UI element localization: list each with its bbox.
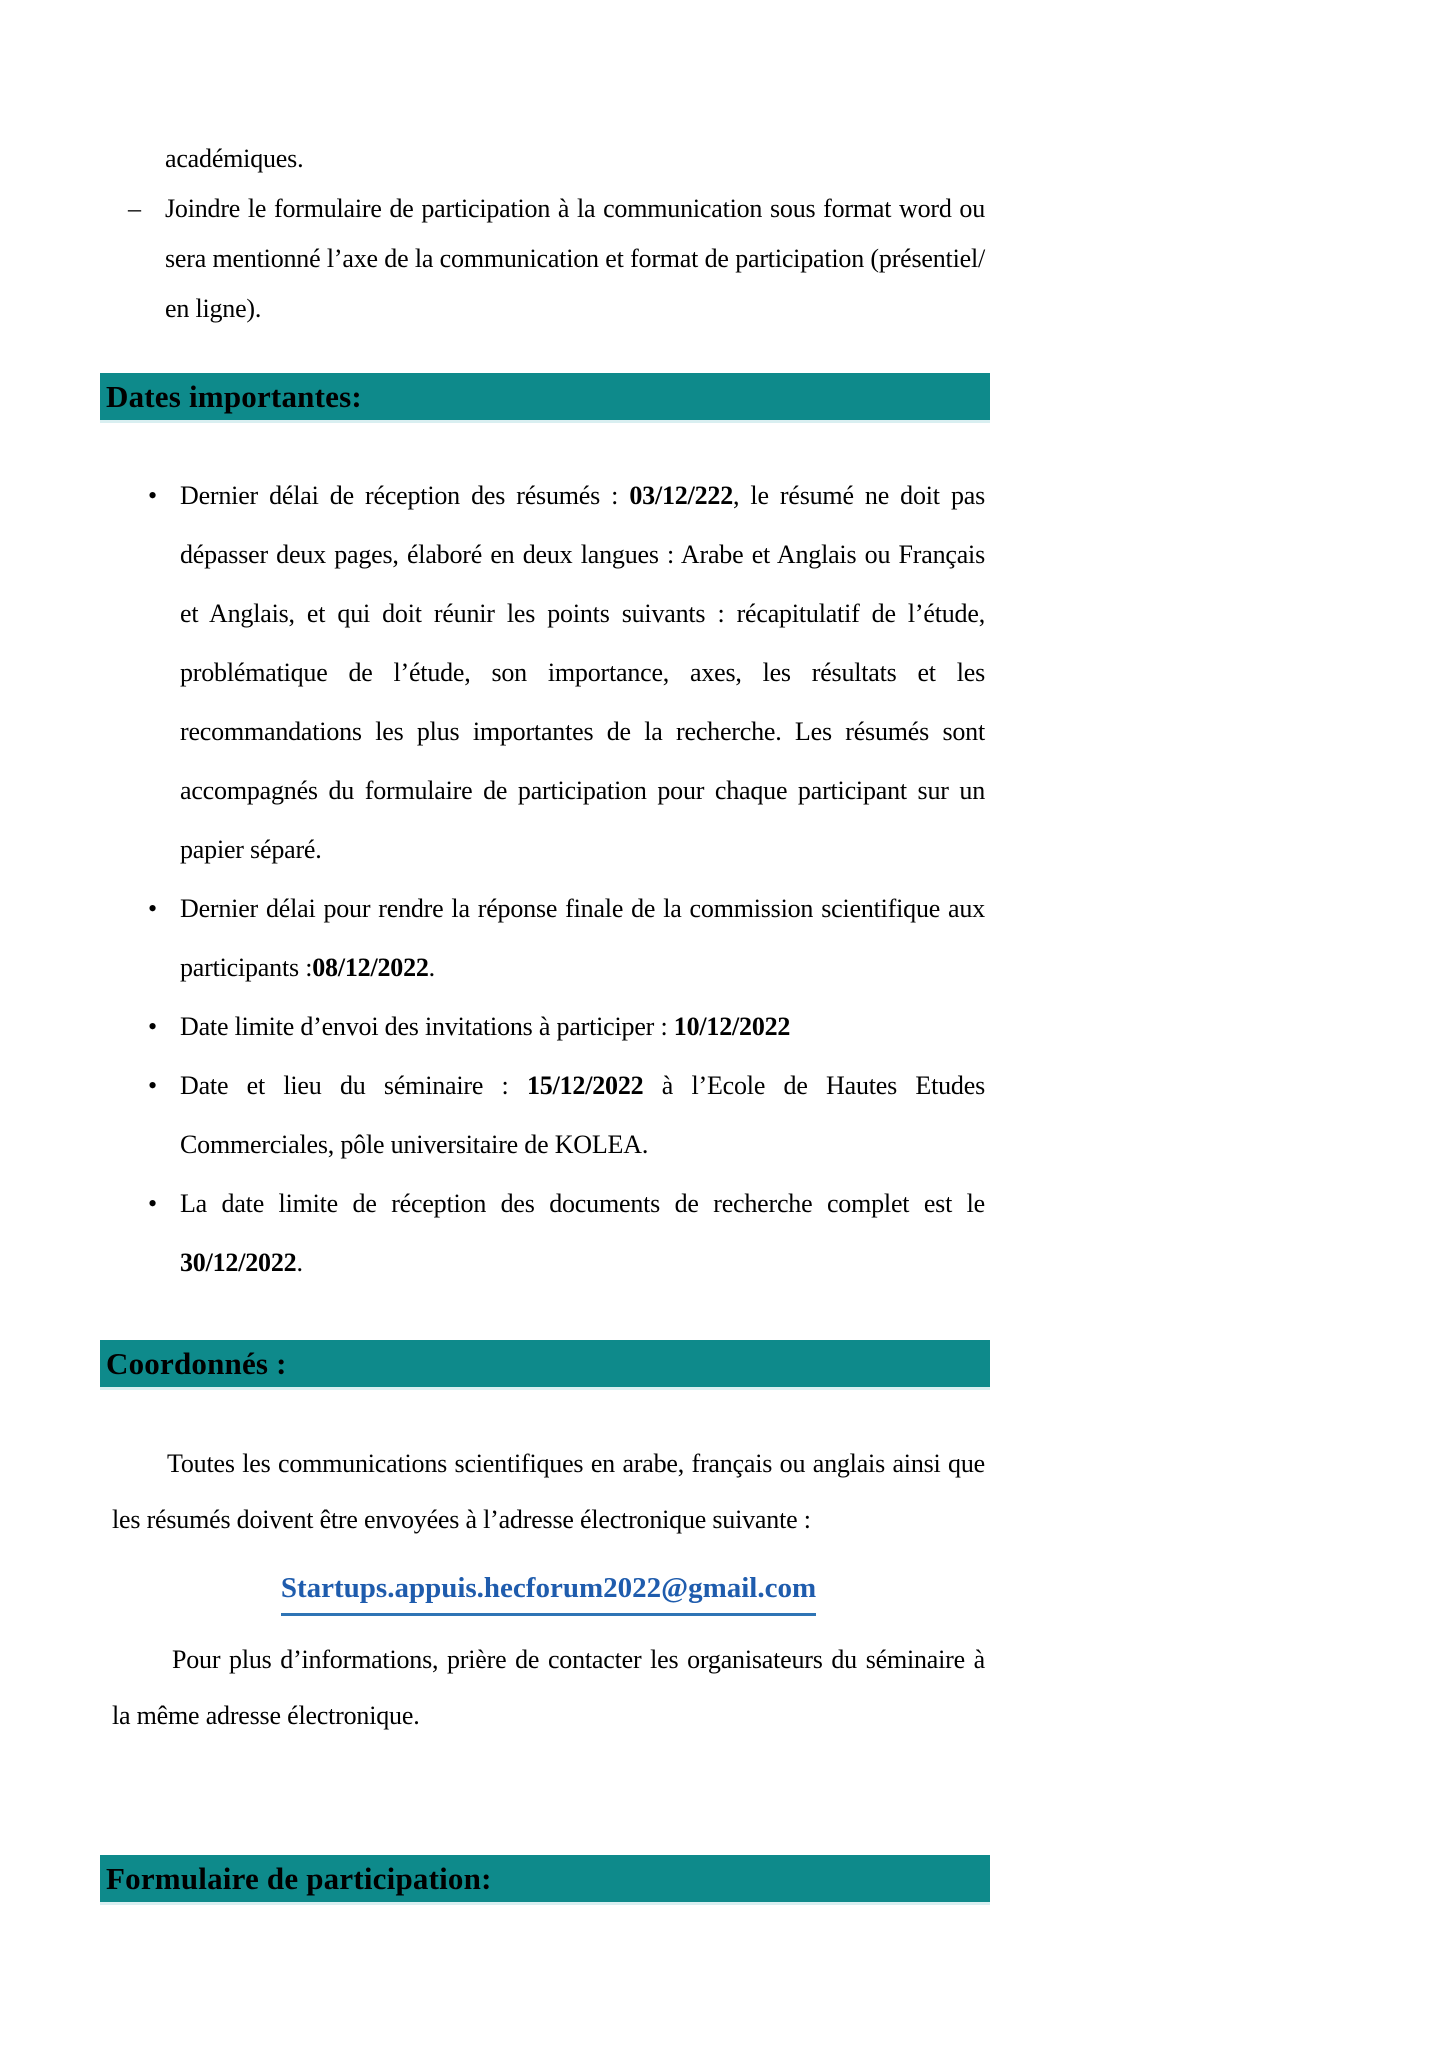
section-header-coordonnes-label: Coordonnés :: [106, 1345, 287, 1381]
dates-list: [100, 466, 985, 1292]
section-header-formulaire: [100, 1855, 990, 1905]
bullet-icon: •: [148, 1071, 157, 1100]
intro-block: [100, 134, 985, 334]
text-run: Dernier délai de réception des résumés :: [180, 481, 630, 510]
bullet-icon: •: [148, 1189, 157, 1218]
bold-date-text: 10/12/2022: [673, 1012, 791, 1041]
bold-date-text: 03/12/222: [629, 481, 733, 510]
list-item-text: [180, 1012, 790, 1041]
section-header-dates-label: Dates importantes:: [106, 378, 362, 414]
text-run: .: [428, 953, 435, 982]
email-link[interactable]: Startups.appuis.hecforum2022@gmail.com: [281, 1566, 816, 1616]
list-item: [100, 466, 985, 879]
paragraph-contact-intro: Toutes les communications scientifiques en arabe, français ou anglais ainsi que les résumés doivent être envoyées à l’adresse électronique suivante :: [112, 1449, 985, 1534]
dash-list-item: [100, 184, 985, 334]
text-run: Date et lieu du séminaire :: [180, 1071, 527, 1100]
list-item: [100, 1056, 985, 1174]
bold-date-text: 30/12/2022: [180, 1248, 297, 1277]
email-line: [112, 1566, 985, 1616]
bold-date-text: 08/12/2022: [312, 953, 429, 982]
list-item: [100, 997, 985, 1056]
list-item-text: [180, 481, 985, 864]
bullet-icon: •: [148, 894, 157, 923]
paragraph-trailing-line: académiques.: [165, 144, 304, 173]
text-run: Date limite d’envoi des invitations à participer :: [180, 1012, 674, 1041]
bold-date-text: 15/12/2022: [526, 1071, 644, 1100]
bullet-icon: •: [148, 1012, 157, 1041]
list-item: [100, 1174, 985, 1292]
section-header-coordonnes: [100, 1340, 990, 1390]
dash-list-item-text: Joindre le formulaire de participation à la communication sous format word ou sera mentionné l’axe de la communication et format de participation (présentiel/ en ligne).: [165, 194, 985, 323]
dash-bullet-icon: –: [128, 194, 141, 223]
list-item-text: [180, 1071, 985, 1159]
text-run: à l’Ecole de Hautes Etudes Commerciales, pôle universitaire de KOLEA.: [180, 1071, 985, 1159]
bullet-icon: •: [148, 481, 157, 510]
text-run: .: [296, 1248, 303, 1277]
text-run: Dernier délai pour rendre la réponse finale de la commission scientifique aux participants :: [180, 894, 985, 982]
text-run: , le résumé ne doit pas dépasser deux pages, élaboré en deux langues : Arabe et Anglais ou Français et Anglais, et qui doit réunir les points suivants : récapitulatif de l’étude, problématique de l’étude, son importance, axes, les résultats et les recommandations les plus importantes de la recherche. Les résumés sont accompagnés du formulaire de participation pour chaque participant sur un papier séparé.: [180, 481, 986, 864]
list-item-text: [180, 894, 985, 982]
list-item-text: [180, 1189, 985, 1277]
list-item: [100, 879, 985, 997]
section-header-dates: [100, 373, 990, 423]
text-run: La date limite de réception des documents de recherche complet est le: [180, 1189, 985, 1218]
paragraph-more-info: Pour plus d’informations, prière de contacter les organisateurs du séminaire à la même adresse électronique.: [112, 1645, 985, 1730]
coordonnes-block: [112, 1436, 985, 1744]
section-header-formulaire-label: Formulaire de participation:: [106, 1860, 492, 1896]
